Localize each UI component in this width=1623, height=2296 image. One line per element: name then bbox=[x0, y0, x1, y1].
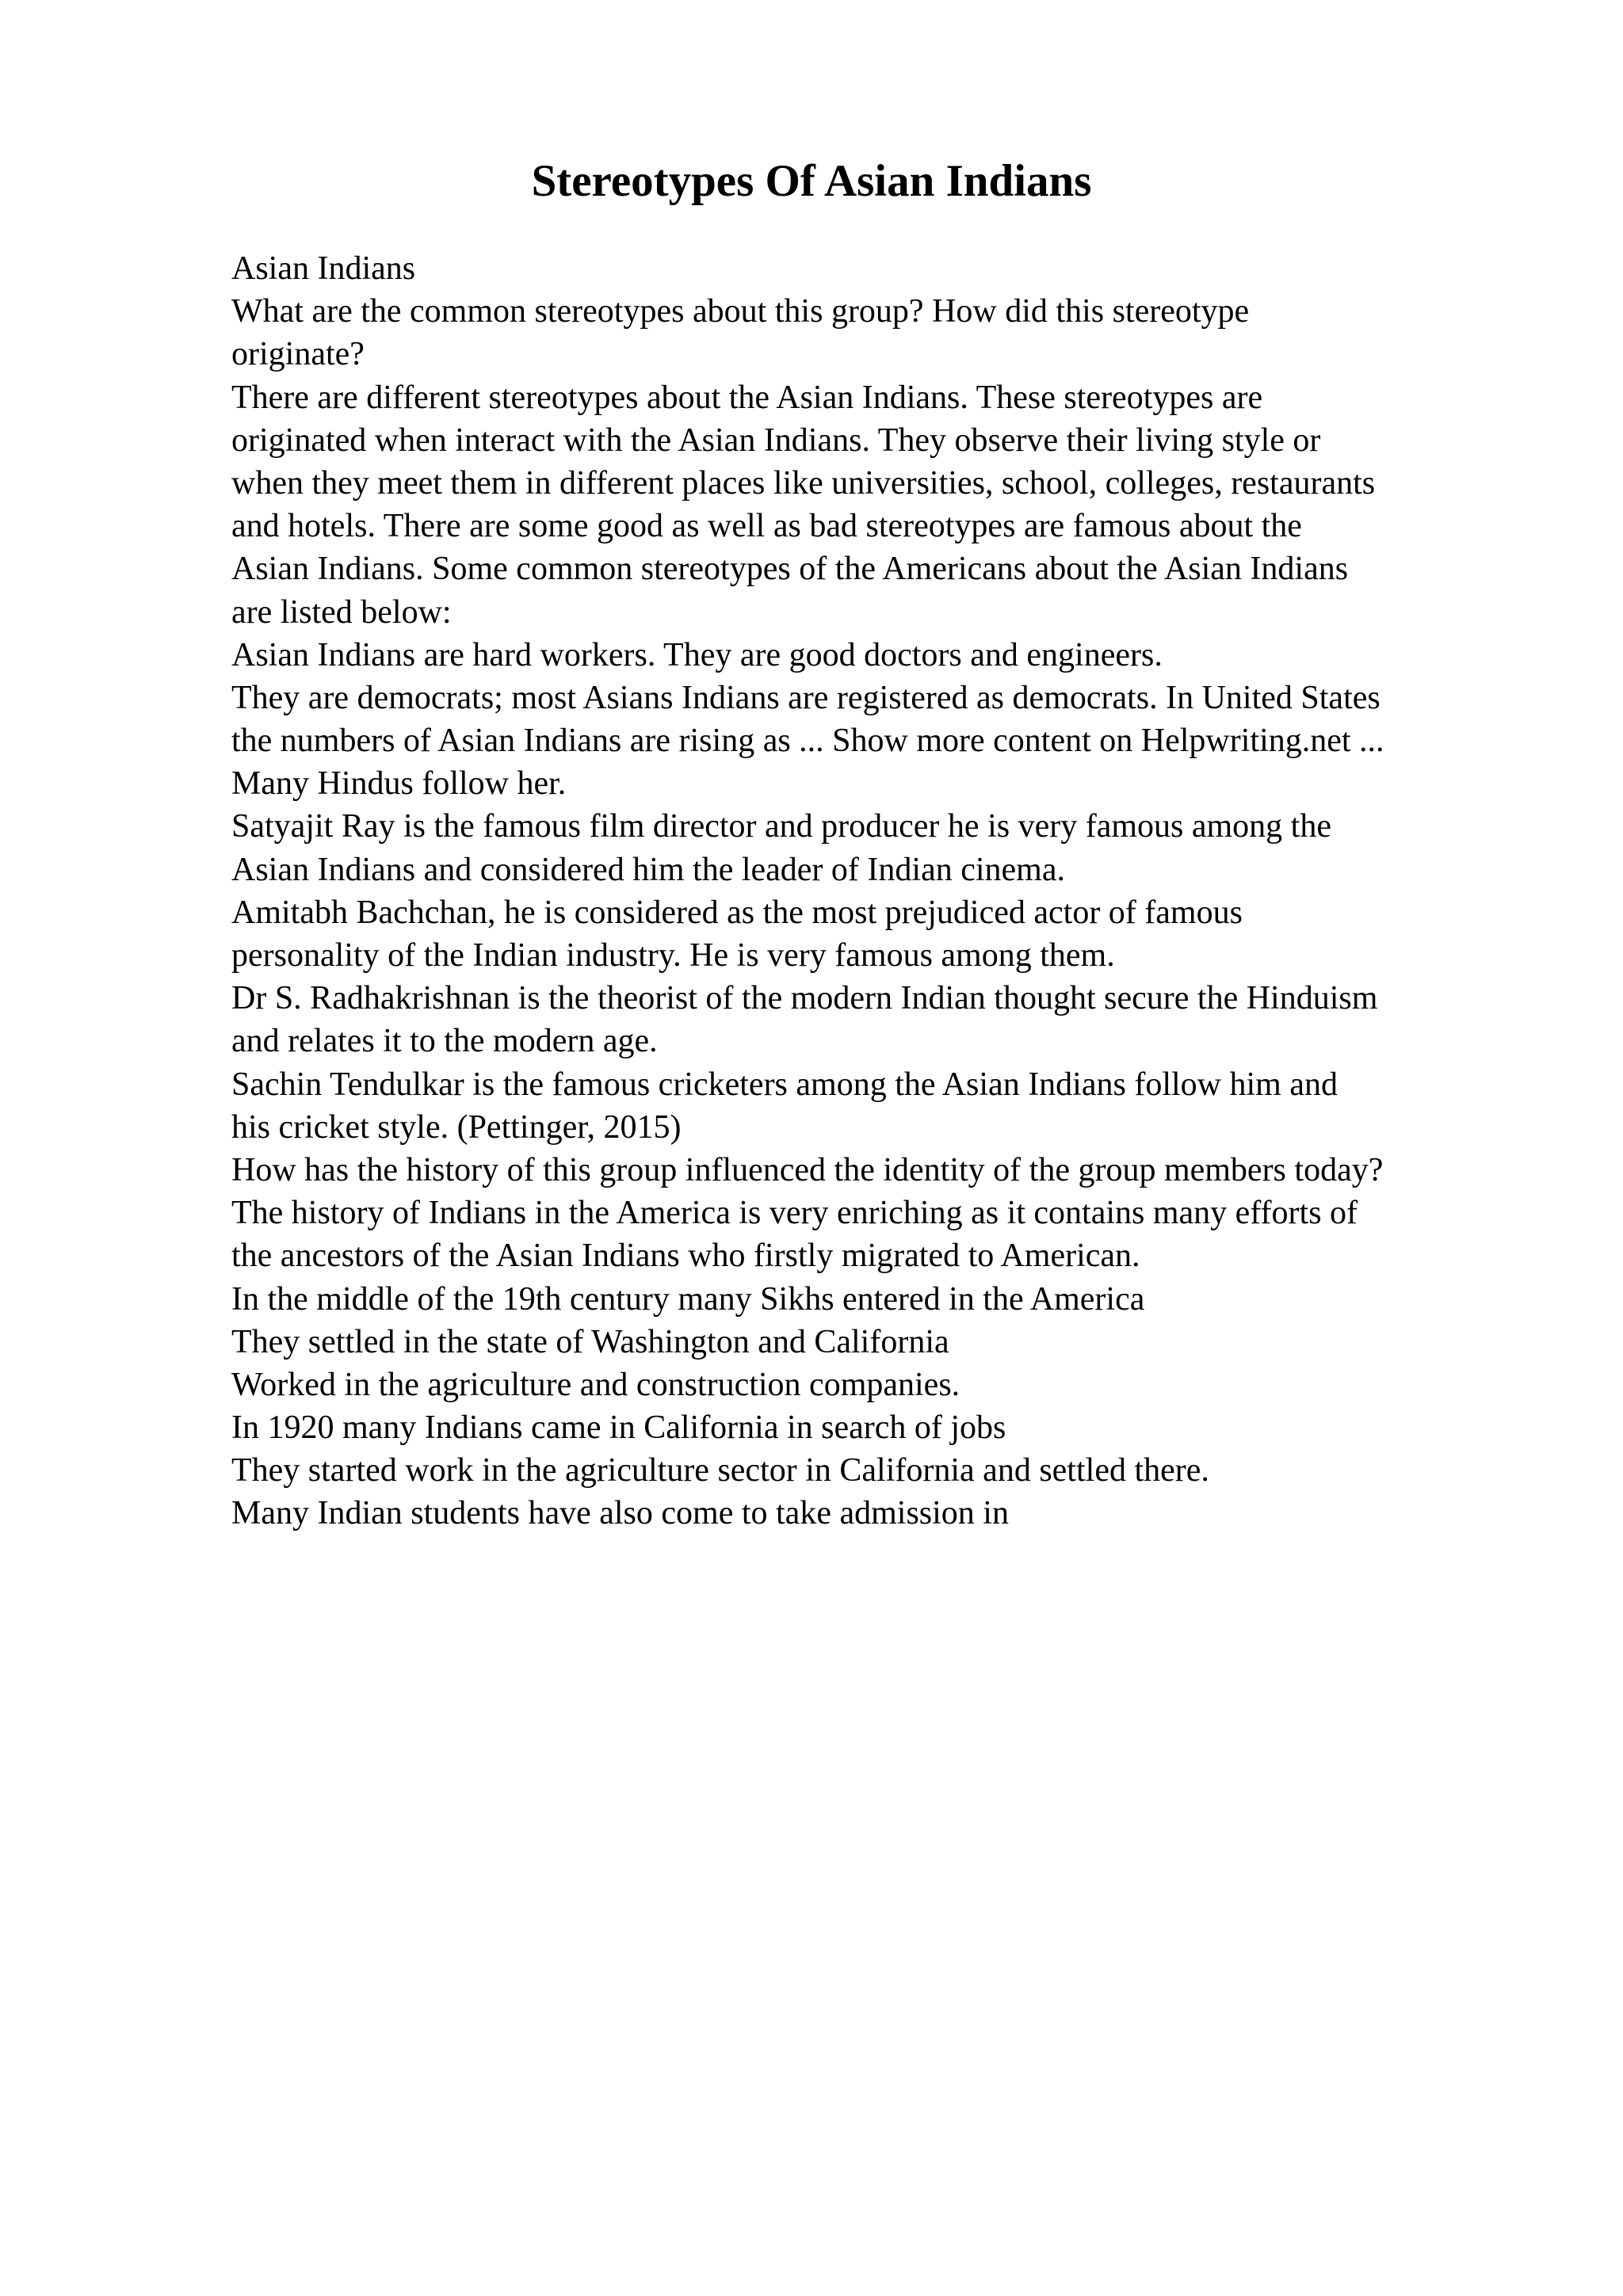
body-line: In 1920 many Indians came in California in search of jobs bbox=[231, 1409, 1006, 1447]
body-line: originated when interact with the Asian Indians. They observe their living style or bbox=[231, 421, 1321, 459]
body-line: Worked in the agriculture and construction companies. bbox=[231, 1366, 960, 1403]
body-line: are listed below: bbox=[231, 593, 452, 631]
body-line: Sachin Tendulkar is the famous cricketers among the Asian Indians follow him and bbox=[231, 1066, 1338, 1103]
body-line: and hotels. There are some good as well as bad stereotypes are famous about the bbox=[231, 508, 1302, 545]
body-line: Asian Indians and considered him the leader of Indian cinema. bbox=[231, 851, 1065, 888]
body-line: Dr S. Radhakrishnan is the theorist of the modern Indian thought secure the Hinduism bbox=[231, 980, 1378, 1017]
body-line: personality of the Indian industry. He is very famous among them. bbox=[231, 937, 1115, 974]
body-line: They settled in the state of Washington and California bbox=[231, 1323, 949, 1360]
body-line: Amitabh Bachchan, he is considered as the most prejudiced actor of famous bbox=[231, 894, 1243, 931]
body-line: the numbers of Asian Indians are rising as ... Show more content on Helpwriting.net ... bbox=[231, 723, 1384, 760]
body-line: The history of Indians in the America is very enriching as it contains many efforts of bbox=[231, 1195, 1358, 1232]
body-line: There are different stereotypes about the Asian Indians. These stereotypes are bbox=[231, 379, 1263, 416]
body-line: How has the history of this group influenced the identity of the group members today? bbox=[231, 1151, 1384, 1188]
body-line: They are democrats; most Asians Indians are registered as democrats. In United States bbox=[231, 679, 1381, 716]
document-title: Stereotypes Of Asian Indians bbox=[531, 156, 1092, 206]
body-line: the ancestors of the Asian Indians who firstly migrated to American. bbox=[231, 1238, 1140, 1275]
body-line: Satyajit Ray is the famous film director and producer he is very famous among the bbox=[231, 808, 1331, 845]
body-line: originate? bbox=[231, 336, 365, 373]
body-line: and relates it to the modern age. bbox=[231, 1023, 658, 1060]
body-line: What are the common stereotypes about this group? How did this stereotype bbox=[231, 293, 1250, 330]
body-line: They started work in the agriculture sector in California and settled there. bbox=[231, 1452, 1209, 1489]
body-line: Many Hindus follow her. bbox=[231, 765, 567, 803]
body-line: when they meet them in different places like universities, school, colleges, restaurants bbox=[231, 464, 1376, 502]
body-line: In the middle of the 19th century many Sikhs entered in the America bbox=[231, 1280, 1145, 1318]
document-body bbox=[231, 247, 1594, 1535]
body-line: Asian Indians. Some common stereotypes of the Americans about the Asian Indians bbox=[231, 551, 1349, 588]
body-line: Asian Indians bbox=[231, 250, 416, 287]
body-line: his cricket style. (Pettinger, 2015) bbox=[231, 1108, 682, 1146]
body-line: Many Indian students have also come to take admission in bbox=[231, 1495, 1009, 1532]
body-line: Asian Indians are hard workers. They are good doctors and engineers. bbox=[231, 636, 1163, 673]
